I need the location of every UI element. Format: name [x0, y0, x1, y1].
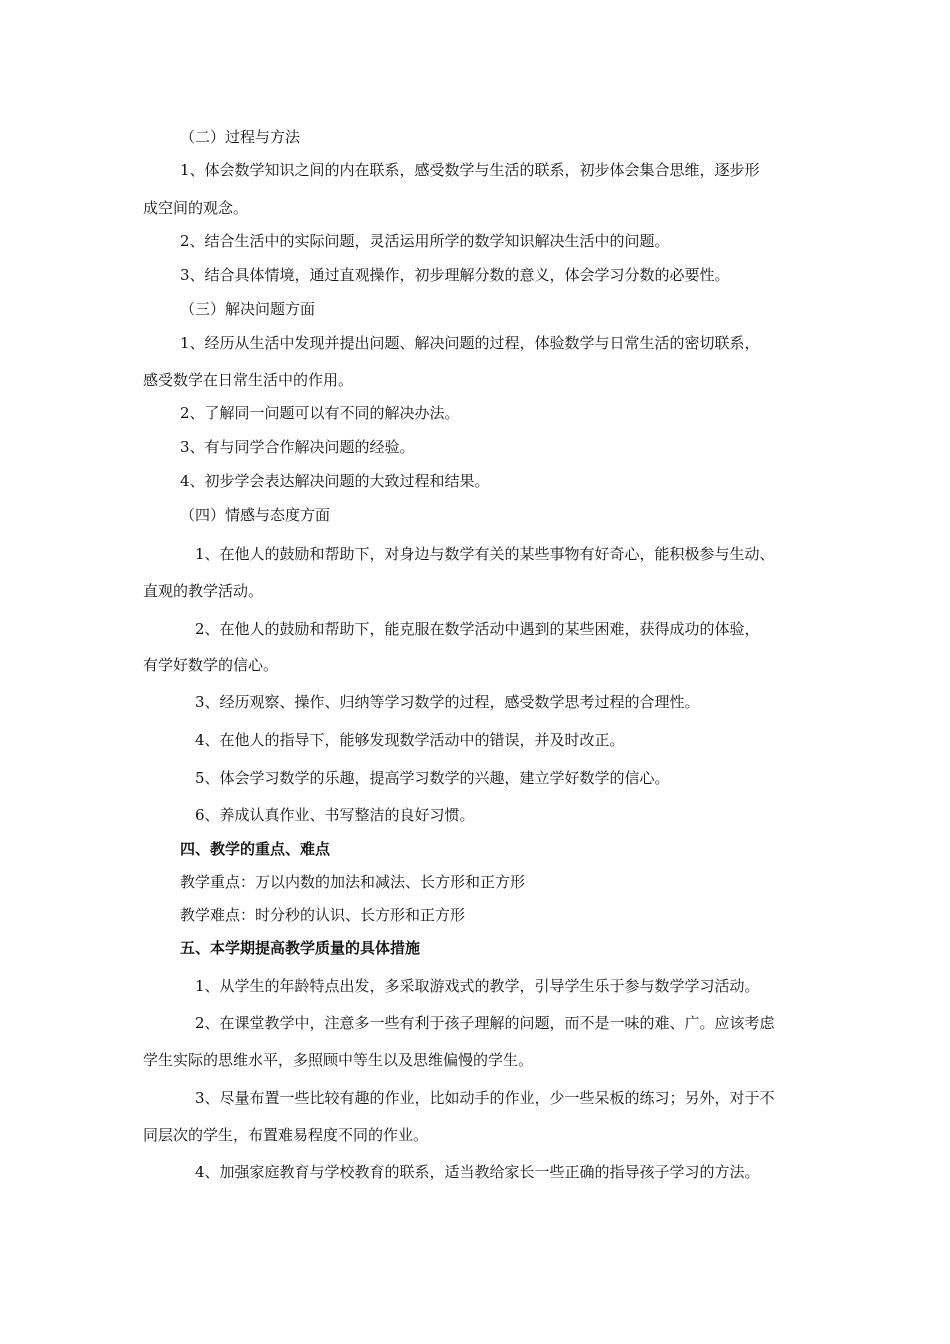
heading-process-method: （二）过程与方法	[180, 128, 301, 146]
paragraph-line: 感受数学在日常生活中的作用。	[143, 371, 354, 389]
paragraph-line: 2、在课堂教学中，注意多一些有利于孩子理解的问题，而不是一味的难、广。应该考虑	[195, 1014, 775, 1032]
paragraph-line: 3、尽量布置一些比较有趣的作业，比如动手的作业，少一些呆板的练习；另外，对于不	[195, 1089, 775, 1107]
paragraph-line: 1、从学生的年龄特点出发，多采取游戏式的教学，引导学生乐于参与数学学习活动。	[195, 977, 760, 995]
paragraph-line: 2、结合生活中的实际问题，灵活运用所学的数学知识解决生活中的问题。	[180, 232, 670, 250]
heading-problem-solving: （三）解决问题方面	[180, 300, 316, 318]
paragraph-line: 有学好数学的信心。	[143, 656, 279, 674]
paragraph-line: 同层次的学生，布置难易程度不同的作业。	[143, 1126, 429, 1144]
paragraph-line: 教学重点：万以内数的加法和减法、长方形和正方形	[180, 873, 526, 891]
paragraph-line: 3、结合具体情境，通过直观操作，初步理解分数的意义，体会学习分数的必要性。	[180, 266, 730, 284]
paragraph-line: 4、加强家庭教育与学校教育的联系，适当教给家长一些正确的指导孩子学习的方法。	[195, 1163, 760, 1181]
paragraph-line: 5、体会学习数学的乐趣，提高学习数学的兴趣，建立学好数学的信心。	[195, 769, 670, 787]
paragraph-line: 教学难点：时分秒的认识、长方形和正方形	[180, 906, 466, 924]
paragraph-line: 2、了解同一问题可以有不同的解决办法。	[180, 404, 460, 422]
paragraph-line: 4、初步学会表达解决问题的大致过程和结果。	[180, 472, 490, 490]
paragraph-line: 1、在他人的鼓励和帮助下，对身边与数学有关的某些事物有好奇心，能积极参与生动、	[195, 545, 775, 563]
paragraph-line: 2、在他人的鼓励和帮助下，能克服在数学活动中遇到的某些困难，获得成功的体验，	[195, 620, 760, 638]
heading-emotion-attitude: （四）情感与态度方面	[180, 506, 331, 524]
paragraph-line: 学生实际的思维水平，多照顾中等生以及思维偏慢的学生。	[143, 1051, 534, 1069]
paragraph-line: 1、经历从生活中发现并提出问题、解决问题的过程，体验数学与日常生活的密切联系，	[180, 334, 760, 352]
paragraph-line: 3、有与同学合作解决问题的经验。	[180, 438, 415, 456]
paragraph-line: 直观的教学活动。	[143, 582, 264, 600]
paragraph-line: 4、在他人的指导下，能够发现数学活动中的错误，并及时改正。	[195, 731, 625, 749]
paragraph-line: 成空间的观念。	[143, 199, 249, 217]
paragraph-line: 1、体会数学知识之间的内在联系，感受数学与生活的联系，初步体会集合思维，逐步形	[180, 161, 760, 179]
section-heading-key-points: 四、教学的重点、难点	[180, 840, 331, 858]
section-heading-measures: 五、本学期提高教学质量的具体措施	[180, 939, 421, 957]
paragraph-line: 3、经历观察、操作、归纳等学习数学的过程，感受数学思考过程的合理性。	[195, 693, 700, 711]
paragraph-line: 6、养成认真作业、书写整洁的良好习惯。	[195, 806, 475, 824]
